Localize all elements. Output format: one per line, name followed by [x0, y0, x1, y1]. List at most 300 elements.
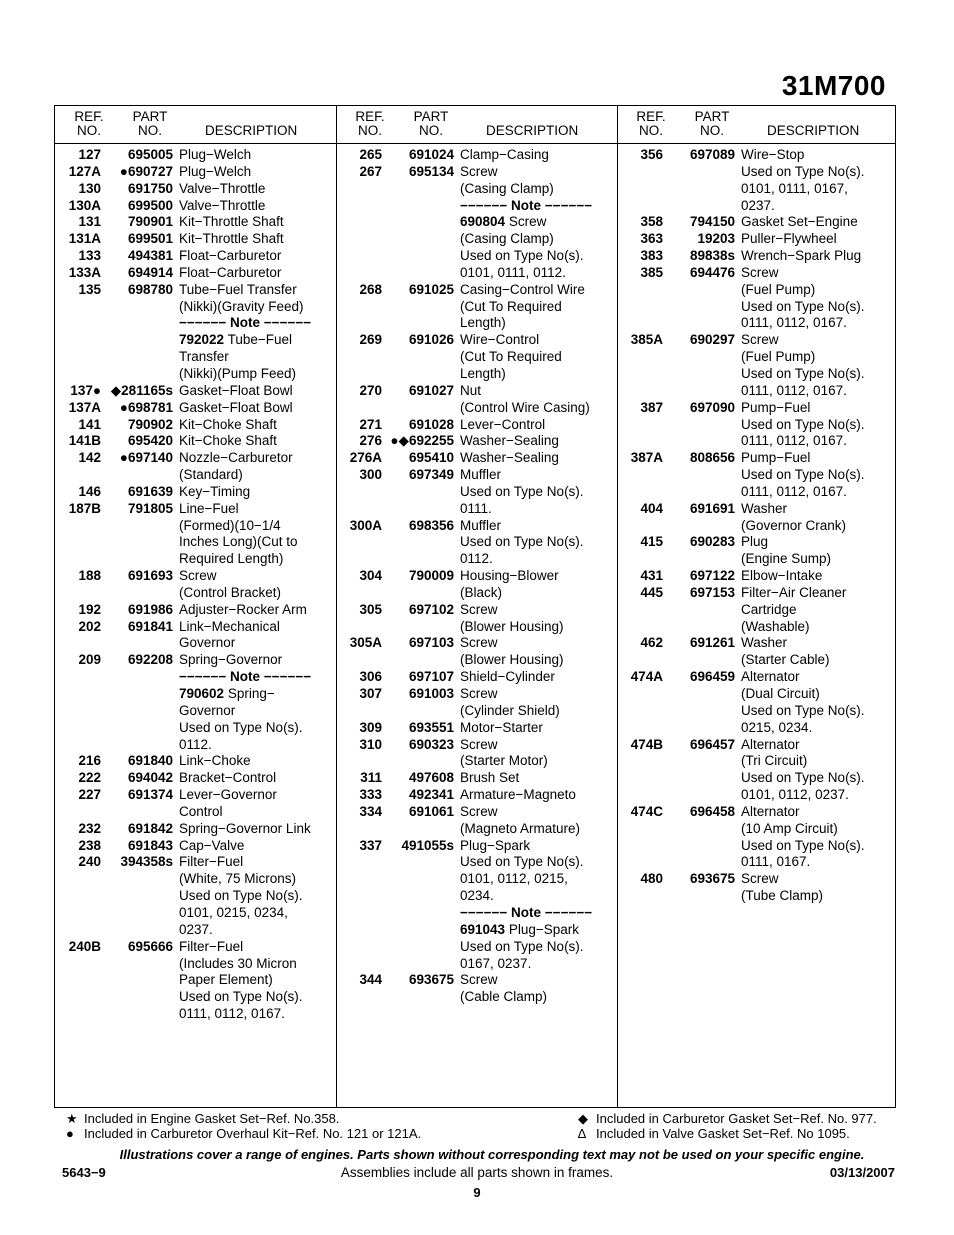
assemblies-note: Assemblies include all parts shown in frames. — [340, 1165, 614, 1180]
part-number: 697090 — [689, 399, 735, 415]
ref-number: 383 — [640, 248, 663, 264]
part-header-2: NO. — [137, 123, 162, 138]
description — [460, 332, 617, 383]
note-divider: −−−−−− Note −−−−−− — [460, 197, 593, 213]
description-line: Filter−Fuel — [179, 938, 244, 954]
description-line: Puller−Flywheel — [741, 231, 837, 247]
ref-number: 216 — [78, 753, 101, 769]
alternate-part — [179, 686, 336, 703]
description — [460, 433, 617, 450]
table-row — [336, 450, 617, 467]
ref-number: 270 — [359, 382, 382, 398]
description-line: Filter−Air Cleaner — [741, 584, 847, 600]
description-line: Used on Type No(s). — [179, 888, 303, 904]
table-row — [336, 737, 617, 771]
description-line: Link−Choke — [179, 753, 251, 769]
ref-number: 127 — [78, 147, 101, 162]
description — [179, 770, 336, 787]
description — [179, 854, 336, 938]
part-number: 695005 — [127, 147, 173, 162]
description-line: Alternator — [741, 669, 800, 685]
ref-number: 309 — [359, 719, 382, 735]
description-line: Plug−Welch — [179, 147, 252, 162]
description-line: Shield−Cylinder — [460, 669, 555, 685]
table-row — [55, 198, 336, 215]
description-line: (Starter Motor) — [460, 753, 548, 769]
description-line: Governor — [179, 702, 236, 718]
ref-number: 131 — [78, 214, 101, 230]
part-number: 691842 — [127, 820, 173, 836]
ref-number: 305 — [359, 601, 382, 617]
description — [460, 787, 617, 804]
description — [741, 669, 896, 736]
ref-number: 240 — [78, 854, 101, 870]
alternate-part-text: Plug−Spark — [505, 921, 579, 937]
description-line: (Cut To Required — [460, 298, 562, 314]
description — [179, 619, 336, 653]
table-row — [55, 433, 336, 450]
table-row — [55, 484, 336, 501]
table-row — [617, 534, 896, 568]
description — [179, 939, 336, 1023]
description-line: Used on Type No(s). — [741, 837, 865, 853]
description — [460, 838, 617, 973]
description-line: 0234. — [460, 888, 494, 904]
part-number: 394358s — [120, 854, 173, 870]
description-line: Used on Type No(s). — [179, 719, 303, 735]
description — [460, 737, 617, 771]
part-header: PART — [132, 109, 168, 124]
description-line: 0101, 0215, 0234, — [179, 904, 288, 920]
table-row — [617, 214, 896, 231]
description — [179, 450, 336, 484]
ref-number: 387A — [630, 450, 663, 466]
description-line: Alternator — [741, 736, 800, 752]
description — [460, 383, 617, 417]
part-number: 690283 — [689, 534, 735, 550]
column-header — [336, 106, 617, 144]
part-number: 698356 — [408, 517, 454, 533]
description-line: Adjuster−Rocker Arm — [179, 601, 307, 617]
description — [179, 417, 336, 434]
footnote — [578, 1126, 877, 1141]
part-number: 695420 — [127, 433, 173, 449]
description-line: Screw — [460, 736, 498, 752]
description — [460, 467, 617, 518]
description-line: Washer−Sealing — [460, 433, 559, 449]
description-line: (Blower Housing) — [460, 618, 564, 634]
table-row — [55, 854, 336, 938]
description — [460, 686, 617, 720]
table-row — [55, 787, 336, 821]
description — [179, 214, 336, 231]
ref-number: 188 — [78, 568, 101, 584]
description-line: Spring−Governor — [179, 652, 283, 668]
description-line: 0111, 0112, 0167. — [741, 315, 847, 331]
part-number: 808656 — [689, 450, 735, 466]
description-line: (Standard) — [179, 467, 243, 483]
description — [741, 501, 896, 535]
description-line: Tube−Fuel Transfer — [179, 281, 297, 297]
table-row — [55, 501, 336, 568]
ref-number: 431 — [640, 568, 663, 584]
table-row — [336, 787, 617, 804]
description-line: Muffler — [460, 517, 502, 533]
part-number: 690297 — [689, 332, 735, 348]
description-line: Screw — [741, 332, 779, 348]
ref-number: 137● — [70, 382, 101, 398]
alternate-part — [460, 922, 617, 939]
part-number: 695410 — [408, 450, 454, 466]
description — [741, 804, 896, 871]
part-number: 691003 — [408, 686, 454, 701]
description — [741, 871, 896, 905]
description — [460, 147, 617, 164]
table-row — [617, 450, 896, 501]
description-line: 0101, 0112, 0237. — [741, 787, 849, 803]
ref-number: 240B — [68, 938, 101, 954]
ref-number: 137A — [68, 399, 101, 415]
ref-number: 445 — [640, 584, 663, 600]
description-line: Lever−Governor — [179, 787, 277, 803]
description-line: Wrench−Spark Plug — [741, 248, 862, 264]
ref-number: 131A — [68, 231, 101, 247]
star-icon: ★ — [66, 1111, 78, 1126]
ref-number: 238 — [78, 837, 101, 853]
description — [179, 164, 336, 181]
ref-number: 307 — [359, 686, 382, 701]
description-line: 0111, 0112, 0167. — [741, 433, 847, 449]
part-number: ●690727 — [119, 163, 173, 179]
part-number: 699500 — [127, 197, 173, 213]
description-line: (Formed)(10−1/4 — [179, 517, 281, 533]
description — [460, 602, 617, 636]
description-header: DESCRIPTION — [486, 123, 579, 138]
part-header-2: NO. — [418, 123, 443, 138]
table-row — [617, 400, 896, 451]
ref-number: 265 — [359, 147, 382, 162]
part-number: 691693 — [127, 568, 173, 584]
description — [741, 214, 896, 231]
ref-number: 267 — [359, 163, 382, 179]
footnote — [66, 1126, 421, 1141]
part-number: 691843 — [127, 837, 173, 853]
bullet-icon: ● — [66, 1126, 74, 1141]
part-number: 89838s — [689, 248, 735, 264]
description-line: Pump−Fuel — [741, 450, 811, 466]
ref-number: 142 — [78, 450, 101, 466]
ref-number: 363 — [640, 231, 663, 247]
ref-number: 232 — [78, 820, 101, 836]
diamond-icon: ◆ — [578, 1111, 588, 1126]
description-line: Used on Type No(s). — [741, 467, 865, 483]
part-number: 691841 — [127, 618, 173, 634]
part-number: 691374 — [127, 787, 173, 803]
part-number: ◆281165s — [110, 382, 173, 398]
description-line: Screw — [460, 972, 498, 988]
description — [179, 147, 336, 164]
description-line: (Nikki)(Gravity Feed) — [179, 298, 304, 314]
description-line: Used on Type No(s). — [741, 365, 865, 381]
description — [741, 231, 896, 248]
description — [179, 484, 336, 501]
description — [179, 753, 336, 770]
table-row — [55, 568, 336, 602]
description-line: Wire−Stop — [741, 147, 805, 162]
description-line: Washer — [741, 635, 788, 651]
table-row — [55, 770, 336, 787]
part-number: 694476 — [689, 264, 735, 280]
ref-number: 333 — [359, 787, 382, 803]
document-date: 03/13/2007 — [829, 1165, 895, 1180]
description — [179, 821, 336, 838]
footnotes-right — [578, 1111, 877, 1141]
description — [179, 265, 336, 282]
description — [179, 383, 336, 400]
part-number: 790009 — [408, 568, 454, 584]
alternate-part-number: 792022 — [179, 332, 225, 348]
footnote-text: Included in Carburetor Overhaul Kit−Ref. No. 121 or 121A. — [84, 1126, 422, 1141]
description-line: Wire−Control — [460, 332, 540, 348]
description-line: (Nikki)(Pump Feed) — [179, 365, 297, 381]
description — [741, 400, 896, 451]
ref-header: REF. — [636, 109, 666, 124]
table-row — [617, 669, 896, 736]
ref-number: 337 — [359, 837, 382, 853]
description-line: 0111. — [460, 500, 492, 516]
parts-column-1 — [55, 106, 337, 1107]
ref-number: 474B — [630, 736, 663, 752]
table-row — [55, 417, 336, 434]
description — [460, 669, 617, 686]
ref-number: 344 — [359, 972, 382, 988]
description-line: Motor−Starter — [460, 719, 543, 735]
part-number: 492341 — [408, 787, 454, 803]
description-line: (Casing Clamp) — [460, 231, 554, 247]
table-row — [336, 686, 617, 720]
description-line: Clamp−Casing — [460, 147, 549, 162]
description-line: (Black) — [460, 584, 503, 600]
description-line: Kit−Throttle Shaft — [179, 231, 284, 247]
description-line: (Washable) — [741, 618, 810, 634]
table-row — [336, 770, 617, 787]
column-header — [617, 106, 896, 144]
alternate-part-text: Tube−Fuel — [224, 332, 292, 348]
description-line: Governor — [179, 635, 236, 651]
alternate-part-text: Spring− — [224, 686, 275, 701]
description-line: Cap−Valve — [179, 837, 245, 853]
description — [460, 450, 617, 467]
description — [741, 585, 896, 636]
description-line: Gasket Set−Engine — [741, 214, 858, 230]
description-line: 0112. — [460, 551, 493, 567]
description-line: Used on Type No(s). — [460, 938, 584, 954]
alternate-part-number: 790602 — [179, 686, 225, 701]
part-number: 690323 — [408, 736, 454, 752]
description-line: Float−Carburetor — [179, 248, 282, 264]
table-row — [55, 753, 336, 770]
column-header — [55, 106, 336, 144]
footnotes-left — [66, 1111, 421, 1141]
table-row — [617, 248, 896, 265]
description-line: (Blower Housing) — [460, 652, 564, 668]
description-line: (Tri Circuit) — [741, 753, 808, 769]
table-row — [336, 282, 617, 333]
table-row — [55, 619, 336, 653]
description-line: (Cable Clamp) — [460, 989, 548, 1005]
parts-column-3 — [617, 106, 896, 1107]
ref-header-2: NO. — [357, 123, 382, 138]
part-number: 694914 — [127, 264, 173, 280]
part-number: 693551 — [408, 719, 454, 735]
ref-number: 385 — [640, 264, 663, 280]
description-line: (Magneto Armature) — [460, 820, 581, 836]
table-row — [55, 821, 336, 838]
ref-number: 127A — [68, 163, 101, 179]
description — [460, 635, 617, 669]
ref-number: 305A — [349, 635, 382, 651]
description-line: 0237. — [741, 197, 775, 213]
description-line: (Control Wire Casing) — [460, 399, 590, 415]
ref-number: 404 — [640, 500, 663, 516]
part-header-2: NO. — [699, 123, 724, 138]
description — [460, 518, 617, 569]
ref-number: 385A — [630, 332, 663, 348]
description-line: Length) — [460, 315, 506, 331]
part-number: 697089 — [689, 147, 735, 162]
description — [179, 181, 336, 198]
table-row — [55, 652, 336, 753]
description — [179, 568, 336, 602]
part-number: ●698781 — [119, 399, 173, 415]
description — [460, 417, 617, 434]
ref-number: 462 — [640, 635, 663, 651]
description-line: Float−Carburetor — [179, 264, 282, 280]
ref-number: 187B — [68, 500, 101, 516]
description — [179, 787, 336, 821]
table-row — [55, 147, 336, 164]
table-row — [336, 417, 617, 434]
description-line: Screw — [741, 264, 779, 280]
page-number: 9 — [473, 1185, 481, 1200]
description-line: (Starter Cable) — [741, 652, 830, 668]
ref-number: 300 — [359, 467, 382, 483]
description-line: Link−Mechanical — [179, 618, 280, 634]
ref-number: 146 — [78, 483, 101, 499]
description-line: Alternator — [741, 803, 800, 819]
ref-number: 310 — [359, 736, 382, 752]
ref-number: 141 — [78, 416, 101, 432]
description-line: Used on Type No(s). — [741, 298, 865, 314]
description — [741, 635, 896, 669]
description-line: Transfer — [179, 349, 229, 365]
description — [460, 164, 617, 282]
description-line: Lever−Control — [460, 416, 546, 432]
description-line: Line−Fuel — [179, 500, 239, 516]
description — [179, 652, 336, 753]
description-line: Bracket−Control — [179, 770, 277, 786]
part-number: 691986 — [127, 601, 173, 617]
description-line: Kit−Throttle Shaft — [179, 214, 284, 230]
table-row — [55, 248, 336, 265]
description-line: Control — [179, 803, 223, 819]
description-line: Used on Type No(s). — [460, 248, 584, 264]
ref-number: 192 — [78, 601, 101, 617]
table-row — [336, 332, 617, 383]
description-line: (Cut To Required — [460, 349, 562, 365]
description — [741, 534, 896, 568]
note-divider: −−−−−− Note −−−−−− — [179, 315, 312, 331]
ref-number: 415 — [640, 534, 663, 550]
description-header: DESCRIPTION — [205, 123, 298, 138]
description-line: Pump−Fuel — [741, 399, 811, 415]
description-header: DESCRIPTION — [767, 123, 860, 138]
description-line: (Dual Circuit) — [741, 686, 820, 701]
description-line: Screw — [460, 686, 498, 701]
description-line: 0111, 0112, 0167. — [179, 1006, 285, 1022]
description-line: Screw — [179, 568, 217, 584]
table-row — [55, 214, 336, 231]
ref-number: 300A — [349, 517, 382, 533]
table-row — [617, 804, 896, 871]
description-line: Gasket−Float Bowl — [179, 382, 293, 398]
part-number: 697107 — [408, 669, 454, 685]
ref-number: 334 — [359, 803, 382, 819]
description — [460, 568, 617, 602]
table-row — [617, 265, 896, 332]
ref-number: 133A — [68, 264, 101, 280]
description-line: Plug−Spark — [460, 837, 531, 853]
ref-number: 268 — [359, 281, 382, 297]
description-line: (Fuel Pump) — [741, 281, 816, 297]
description-line: (Control Bracket) — [179, 584, 282, 600]
description-line: Filter−Fuel — [179, 854, 244, 870]
part-number: 699501 — [127, 231, 173, 247]
ref-number: 202 — [78, 618, 101, 634]
table-row — [336, 669, 617, 686]
description — [179, 198, 336, 215]
part-number: 691028 — [408, 416, 454, 432]
note-divider: −−−−−− Note −−−−−− — [179, 669, 312, 685]
description-line: Kit−Choke Shaft — [179, 433, 277, 449]
part-number: 794150 — [689, 214, 735, 230]
part-number: 696459 — [689, 669, 735, 685]
ref-number: 387 — [640, 399, 663, 415]
ref-number: 269 — [359, 332, 382, 348]
part-number: 697122 — [689, 568, 735, 584]
description — [179, 282, 336, 383]
description-line: Screw — [460, 635, 498, 651]
description-line: Used on Type No(s). — [741, 702, 865, 718]
rows — [617, 144, 896, 905]
part-number: 694042 — [127, 770, 173, 786]
ref-number: 222 — [78, 770, 101, 786]
description-line: 0111, 0112, 0167. — [741, 382, 847, 398]
alternate-part — [179, 332, 336, 349]
part-number: 691027 — [408, 382, 454, 398]
part-number: 696457 — [689, 736, 735, 752]
description-line: 0215, 0234. — [741, 719, 813, 735]
description-line: Plug−Welch — [179, 163, 252, 179]
alternate-part-number: 690804 — [460, 214, 506, 230]
rows — [55, 144, 336, 1023]
table-row — [617, 635, 896, 669]
part-number: 497608 — [408, 770, 454, 786]
part-number: 691025 — [408, 281, 454, 297]
description — [460, 282, 617, 333]
description-line: Used on Type No(s). — [741, 770, 865, 786]
part-header: PART — [413, 109, 449, 124]
